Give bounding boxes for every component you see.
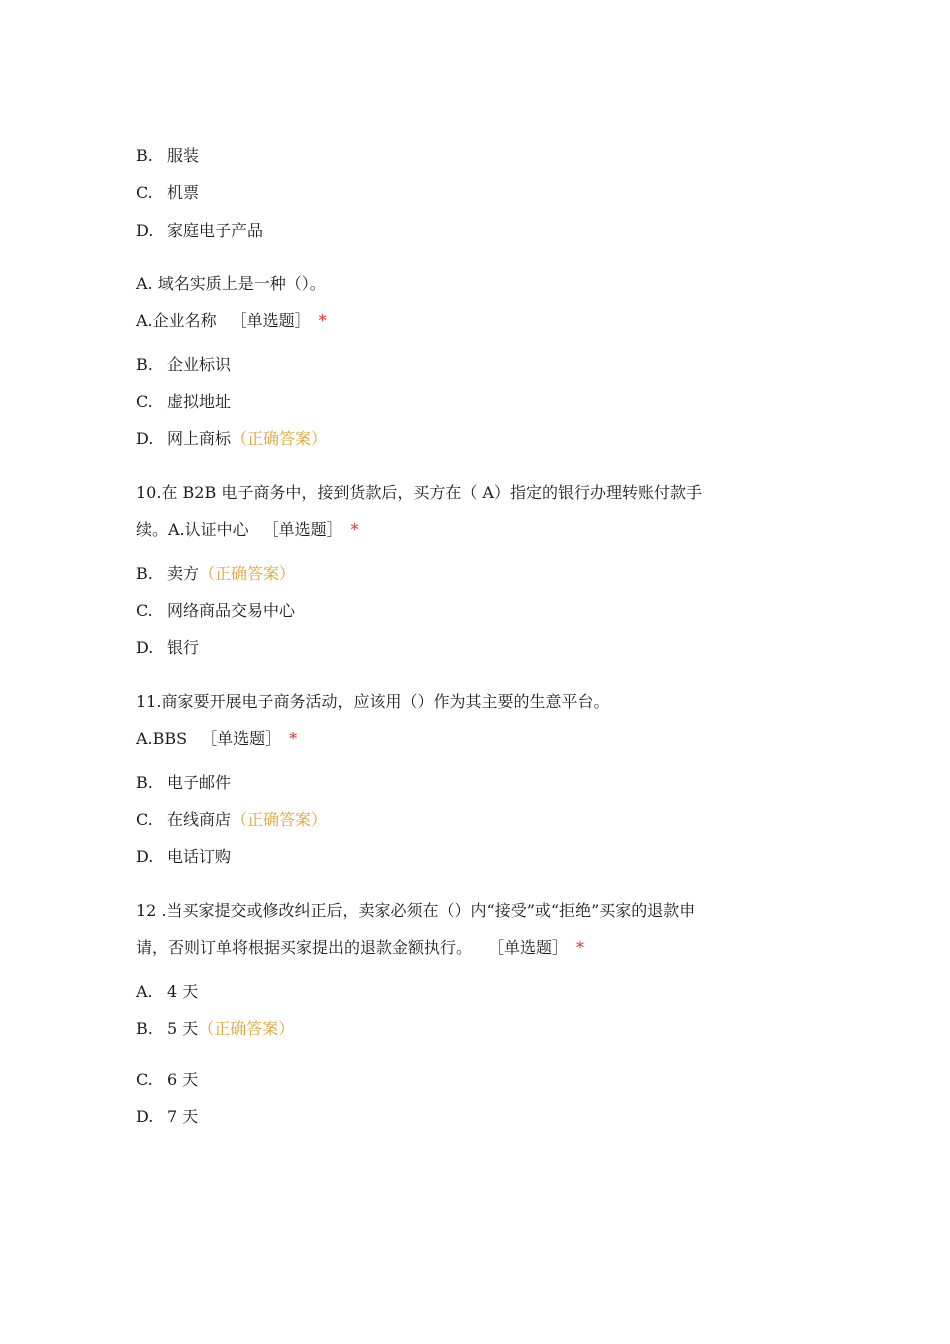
option-c[interactable] [136,810,327,830]
option-text: 网络商品交易中心 [167,601,296,620]
option-b[interactable] [136,146,199,166]
option-c[interactable] [136,392,231,412]
correct-answer-label: （正确答案） [231,429,328,448]
option-d[interactable] [136,638,199,658]
option-text: 网上商标 [167,429,232,448]
option-letter: C. [136,601,153,620]
option-d[interactable] [136,221,263,241]
option-b[interactable] [136,1019,294,1039]
required-star: * [318,311,327,330]
option-a[interactable] [136,311,327,331]
option-c[interactable] [136,183,199,203]
option-b[interactable] [136,355,231,375]
option-letter: D. [136,221,154,240]
option-letter: D. [136,847,154,866]
option-letter: C. [136,810,153,829]
option-c[interactable] [136,601,295,621]
option-text: 机票 [167,183,200,202]
option-letter: D. [136,429,154,448]
option-text: 服装 [167,146,200,165]
option-text: 7 天 [167,1107,199,1126]
option-b[interactable] [136,564,295,584]
correct-answer-label: （正确答案） [199,564,296,583]
option-letter: C. [136,1070,153,1089]
option-text: A.BBS [136,729,188,748]
option-c[interactable] [136,1070,198,1090]
option-letter: B. [136,355,153,374]
question-stem-continuation: 续。A.认证中心 [136,520,249,539]
option-text: 在线商店 [167,810,232,829]
option-letter: D. [136,1107,154,1126]
question-type-tag: ［单选题］ [496,938,569,957]
option-letter: B. [136,146,153,165]
option-a[interactable] [136,729,297,749]
option-b[interactable] [136,773,231,793]
option-a[interactable] [136,982,198,1002]
required-star: * [576,938,585,957]
option-d[interactable] [136,429,327,449]
option-a[interactable] [136,520,359,540]
question-stem: 12 .当买家提交或修改纠正后，卖家必须在（）内“接受”或“拒绝”买家的退款申 [136,901,696,920]
option-text: 电子邮件 [167,773,232,792]
question-stem: 10.在 B2B 电子商务中，接到货款后，买方在（ A）指定的银行办理转账付款手 [136,483,702,502]
option-text: 电话订购 [167,847,232,866]
option-letter: D. [136,638,154,657]
option-letter: B. [136,1019,153,1038]
option-text: 6 天 [167,1070,199,1089]
option-text: 5 天 [167,1019,199,1038]
option-d[interactable] [136,1107,198,1127]
option-d[interactable] [136,847,231,867]
option-text: 银行 [167,638,200,657]
question-type-tag: ［单选题］ [262,520,343,539]
required-star: * [350,520,359,539]
option-text: A.企业名称 [136,311,217,330]
question-type-tag: ［单选题］ [230,311,311,330]
option-text: 虚拟地址 [167,392,232,411]
required-star: * [289,729,298,748]
option-letter: B. [136,564,153,583]
option-letter: C. [136,183,153,202]
question-stem: 11.商家要开展电子商务活动，应该用（）作为其主要的生意平台。 [136,692,610,711]
option-letter: A. [136,982,153,1001]
option-text: 企业标识 [167,355,232,374]
option-text: 4 天 [167,982,199,1001]
option-letter: B. [136,773,153,792]
correct-answer-label: （正确答案） [198,1019,295,1038]
question-stem: A. 域名实质上是一种（）。 [136,274,326,293]
option-text: 家庭电子产品 [167,221,264,240]
question-stem-line-2 [136,938,584,958]
correct-answer-label: （正确答案） [231,810,328,829]
option-letter: C. [136,392,153,411]
question-stem-continuation: 请，否则订单将根据买家提出的退款金额执行。 [136,938,473,957]
option-text: 卖方 [167,564,200,583]
question-type-tag: ［单选题］ [201,729,282,748]
